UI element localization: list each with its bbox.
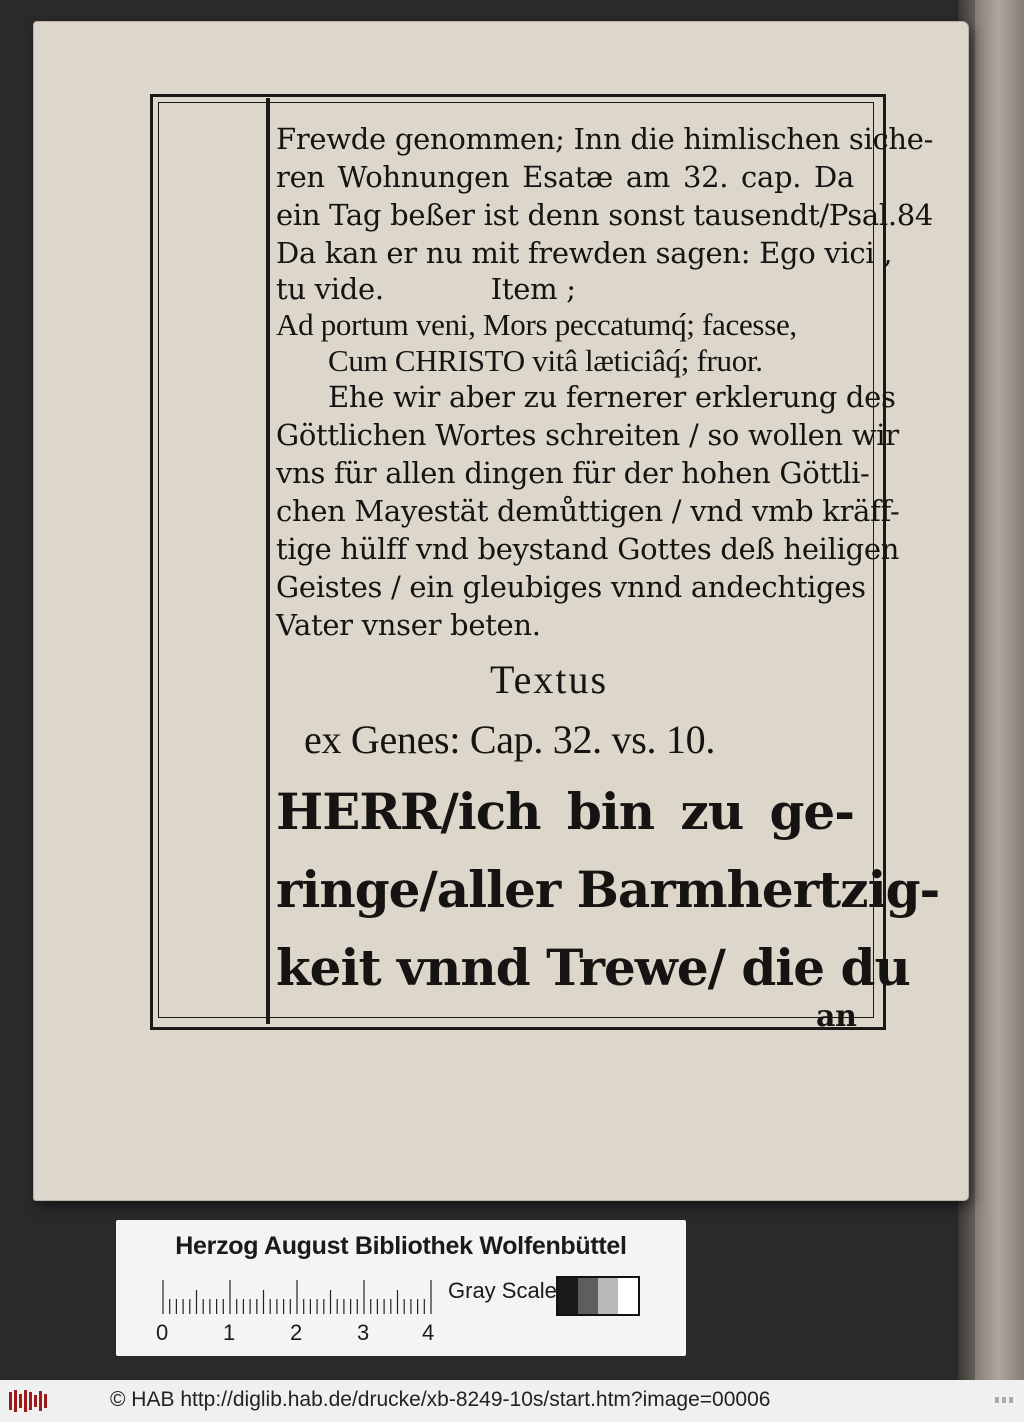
- latin-verse-line: Cum CHRISTO vitâ læticiâq́; fruor.: [328, 343, 763, 378]
- print-frame-margin-rule: [266, 98, 270, 1024]
- corner-mark-icon: [994, 1394, 1014, 1406]
- text-line: Frewde genommen; Inn die himlischen siche-: [276, 122, 934, 156]
- gray-scale-label: Gray Scale: [448, 1278, 557, 1303]
- library-name: Herzog August Bibliothek Wolfenbüttel: [175, 1232, 627, 1260]
- gray-scale-swatch: [558, 1278, 578, 1314]
- library-color-card: [116, 1220, 686, 1356]
- gray-scale-strip: [556, 1276, 640, 1316]
- ruler-label: 1: [223, 1320, 236, 1345]
- ruler-label: 2: [290, 1320, 303, 1345]
- text-line: Da kan er nu mit frewden sagen: Ego vici ,: [276, 236, 893, 270]
- gray-scale-swatch: [578, 1278, 598, 1314]
- hab-logo-icon: [8, 1388, 48, 1414]
- text-line: chen Mayestät demůttigen / vnd vmb kräff-: [276, 494, 900, 528]
- footer-bar: [0, 1380, 1024, 1422]
- verse-line: HERR/ich bin zu ge-: [276, 782, 854, 841]
- text-line: Vater vnser beten.: [276, 608, 541, 642]
- verse-line: ringe/aller Barmhertzig-: [276, 860, 940, 919]
- ruler-label: 3: [357, 1320, 370, 1345]
- ruler-label: 4: [422, 1320, 435, 1345]
- text-line: ren Wohnungen Esatæ am 32. cap. Da: [276, 160, 854, 194]
- ruler-scale: [162, 1278, 438, 1314]
- latin-verse-line: Ad portum veni, Mors peccatumq́; facesse,: [276, 307, 797, 342]
- verse-line: keit vnnd Trewe/ die du: [276, 938, 910, 997]
- section-reference: ex Genes: Cap. 32. vs. 10.: [304, 717, 716, 762]
- text-line: ein Tag beßer ist denn sonst tausendt/Psal.84: [276, 198, 934, 232]
- text-line: Geistes / ein gleubiges vnnd andechtiges: [276, 570, 866, 604]
- catchword: an: [816, 999, 857, 1034]
- gray-scale-swatch: [618, 1278, 638, 1314]
- section-heading: Textus: [490, 657, 609, 702]
- text-line: tu vide. Item ;: [276, 272, 576, 306]
- footer-credit: © HAB http://diglib.hab.de/drucke/xb-8249-10s/start.htm?image=00006: [110, 1388, 771, 1411]
- text-line: Göttlichen Wortes schreiten / so wollen wir: [276, 418, 899, 452]
- text-line: Ehe wir aber zu fernerer erklerung des: [328, 380, 896, 414]
- adjacent-page-highlight: [975, 0, 1024, 1380]
- ruler-label: 0: [156, 1320, 169, 1345]
- text-line: tige hülff vnd beystand Gottes deß heiligen: [276, 532, 900, 566]
- text-line: vns für allen dingen für der hohen Göttli-: [276, 456, 870, 490]
- gray-scale-swatch: [598, 1278, 618, 1314]
